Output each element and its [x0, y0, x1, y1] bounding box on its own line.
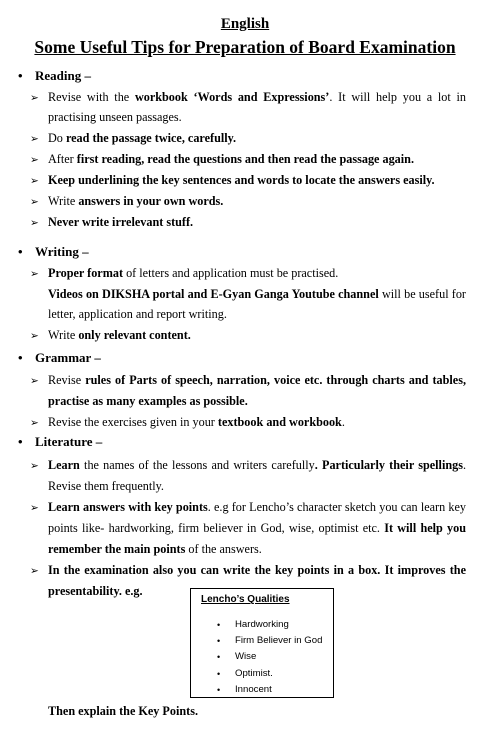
writing-tip-1-cont2: letter, application and report writing. — [48, 307, 227, 321]
literature-tip-1-cont: Revise them frequently. — [48, 479, 164, 493]
literature-tip-2: Learn answers with key points. e.g for Lencho’s character sketch you can learn key — [48, 500, 466, 514]
bullet-icon: • — [18, 244, 23, 259]
grammar-tip-2: Revise the exercises given in your textbook and workbook. — [48, 415, 345, 429]
list-item: • Firm Believer in God — [213, 633, 322, 649]
list-item: • Innocent — [213, 682, 322, 698]
qualities-list — [213, 617, 322, 698]
writing-tip-2: Write only relevant content. — [48, 328, 191, 342]
arrow-bullet-icon: ➢ — [30, 176, 39, 187]
arrow-bullet-icon: ➢ — [30, 418, 39, 429]
literature-tip-2-cont2: remember the main points of the answers. — [48, 542, 262, 556]
arrow-bullet-icon: ➢ — [30, 566, 39, 577]
qualities-box-title: Lencho’s Qualities — [201, 594, 290, 605]
list-item: • Hardworking — [213, 617, 322, 633]
arrow-bullet-icon: ➢ — [30, 134, 39, 145]
section-label: Grammar – — [35, 350, 101, 365]
arrow-bullet-icon: ➢ — [30, 376, 39, 387]
writing-tip-1-cont: Videos on DIKSHA portal and E-Gyan Ganga Youtube channel will be useful for — [48, 287, 466, 301]
bullet-icon: • — [18, 350, 23, 365]
arrow-bullet-icon: ➢ — [30, 503, 39, 514]
arrow-bullet-icon: ➢ — [30, 269, 39, 280]
grammar-tip-1-cont: practise as many examples as possible. — [48, 394, 248, 408]
bullet-icon: • — [217, 620, 221, 630]
bullet-icon: • — [217, 668, 221, 679]
page-title: Some Useful Tips for Preparation of Board Examination — [34, 37, 456, 57]
bullet-icon: • — [217, 652, 221, 663]
reading-tip-6: Never write irrelevant stuff. — [48, 215, 194, 229]
reading-tip-1-cont: practising unseen passages. — [48, 110, 182, 124]
arrow-bullet-icon: ➢ — [30, 155, 39, 166]
writing-tip-1: Proper format of letters and application must be practised. — [48, 266, 339, 280]
literature-tip-3: In the examination also you can write the key points in a box. It improves the — [48, 563, 466, 577]
reading-tip-2: Do read the passage twice, carefully. — [48, 131, 237, 145]
arrow-bullet-icon: ➢ — [30, 93, 39, 104]
reading-tip-4: Keep underlining the key sentences and words to locate the answers easily. — [48, 173, 435, 187]
reading-tip-1: Revise with the workbook ‘Words and Expressions’. It will help you a lot in — [48, 90, 466, 104]
bullet-icon: • — [18, 434, 23, 449]
subject-heading: English — [220, 16, 270, 32]
section-label: Literature – — [35, 434, 103, 449]
arrow-bullet-icon: ➢ — [30, 331, 39, 342]
bullet-icon: • — [18, 68, 23, 83]
grammar-tip-1: Revise rules of Parts of speech, narration, voice etc. through charts and tables, — [48, 373, 466, 387]
literature-tip-1: Learn the names of the lessons and writers carefully. Particularly their spellings. — [48, 458, 466, 472]
qualities-box — [190, 588, 334, 698]
reading-tip-5: Write answers in your own words. — [48, 194, 224, 208]
reading-tip-3: After first reading, read the questions and then read the passage again. — [48, 152, 414, 166]
bullet-icon: • — [217, 636, 221, 647]
arrow-bullet-icon: ➢ — [30, 218, 39, 229]
arrow-bullet-icon: ➢ — [30, 197, 39, 208]
literature-tip-2-cont: points like- hardworking, firm believer in God, wise, optimist etc. It will help you — [48, 521, 466, 535]
closing-note: Then explain the Key Points. — [48, 704, 198, 718]
section-label: Reading – — [35, 68, 91, 83]
arrow-bullet-icon: ➢ — [30, 461, 39, 472]
bullet-icon: • — [217, 684, 221, 695]
literature-tip-3-cont: presentability. e.g. — [48, 584, 143, 598]
list-item: • Wise — [213, 649, 322, 665]
section-label: Writing – — [35, 244, 89, 259]
list-item: • Optimist. — [213, 666, 322, 682]
